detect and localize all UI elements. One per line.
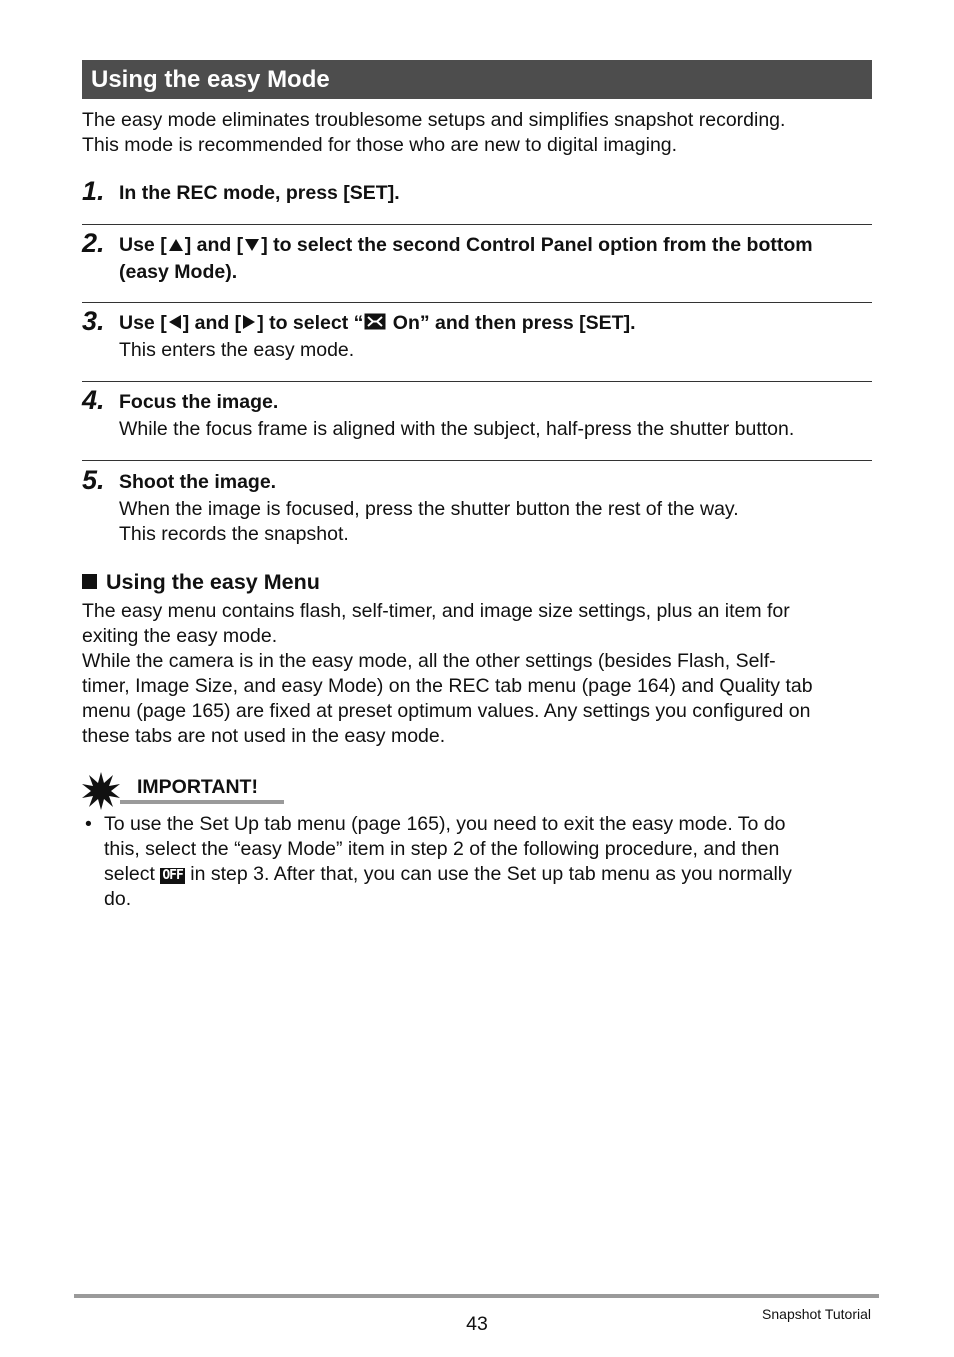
step-divider [82, 302, 872, 303]
step-5-body-line-2: This records the snapshot. [119, 523, 349, 545]
easy-menu-para-1-line-1: The easy menu contains flash, self-timer, and image size settings, plus an item for [82, 600, 790, 622]
up-arrow-icon [168, 233, 184, 259]
left-arrow-icon [168, 311, 182, 337]
step-2-number: 2. [82, 228, 105, 258]
square-bullet-icon [82, 574, 97, 589]
bullet-dot: • [85, 813, 92, 835]
easy-menu-para-2-line-4: these tabs are not used in the easy mode. [82, 725, 446, 747]
step-3-body: This enters the easy mode. [119, 339, 355, 361]
section-title: Using the easy Mode [82, 60, 872, 99]
step-2-title: Use [ ] and [ ] to select the second Control Panel option from the bottom (easy Mode). [119, 234, 813, 283]
important-label: IMPORTANT! [137, 776, 258, 798]
easy-menu-para-2-line-2: timer, Image Size, and easy Mode) on the REC tab menu (page 164) and Quality tab [82, 675, 813, 697]
step-divider [82, 460, 872, 461]
important-underline [120, 800, 284, 804]
important-burst-icon [82, 772, 120, 810]
step-1-number: 1. [82, 176, 105, 206]
step-1-title: In the REC mode, press [SET]. [119, 182, 400, 204]
easy-mode-icon [364, 311, 386, 337]
step-divider [82, 381, 872, 382]
step-3-title: Use [ ] and [ ] to select “ On” and then press [SET]. [119, 310, 859, 337]
easy-menu-heading: Using the easy Menu [82, 568, 320, 596]
off-icon: OFF [162, 868, 183, 883]
footer-section-label: Snapshot Tutorial [762, 1306, 871, 1322]
step-5-title: Shoot the image. [119, 471, 277, 493]
easy-menu-para-2-line-3: menu (page 165) are fixed at preset optimum values. Any settings you configured on [82, 700, 811, 722]
step-4-number: 4. [82, 385, 105, 415]
footer-rule [74, 1294, 879, 1298]
intro-line-2: This mode is recommended for those who are new to digital imaging. [82, 134, 678, 156]
step-4-title: Focus the image. [119, 391, 279, 413]
page-number: 43 [466, 1313, 488, 1335]
important-bullet-text: To use the Set Up tab menu (page 165), you need to exit the easy mode. To do this, select the “easy Mode” item in step 2 of the following procedure, and then select OFF in step 3. After that, you can use the Set up tab menu as you normally do. [104, 813, 792, 910]
step-3-number: 3. [82, 306, 105, 336]
easy-menu-para-1-line-2: exiting the easy mode. [82, 625, 278, 647]
step-5-number: 5. [82, 465, 105, 495]
down-arrow-icon [244, 233, 260, 259]
step-5-body-line-1: When the image is focused, press the shutter button the rest of the way. [119, 498, 739, 520]
intro-line-1: The easy mode eliminates troublesome setups and simplifies snapshot recording. [82, 109, 786, 131]
right-arrow-icon [242, 311, 256, 337]
step-4-body: While the focus frame is aligned with the subject, half-press the shutter button. [119, 418, 795, 440]
easy-menu-para-2-line-1: While the camera is in the easy mode, all the other settings (besides Flash, Self- [82, 650, 776, 672]
step-divider [82, 224, 872, 225]
